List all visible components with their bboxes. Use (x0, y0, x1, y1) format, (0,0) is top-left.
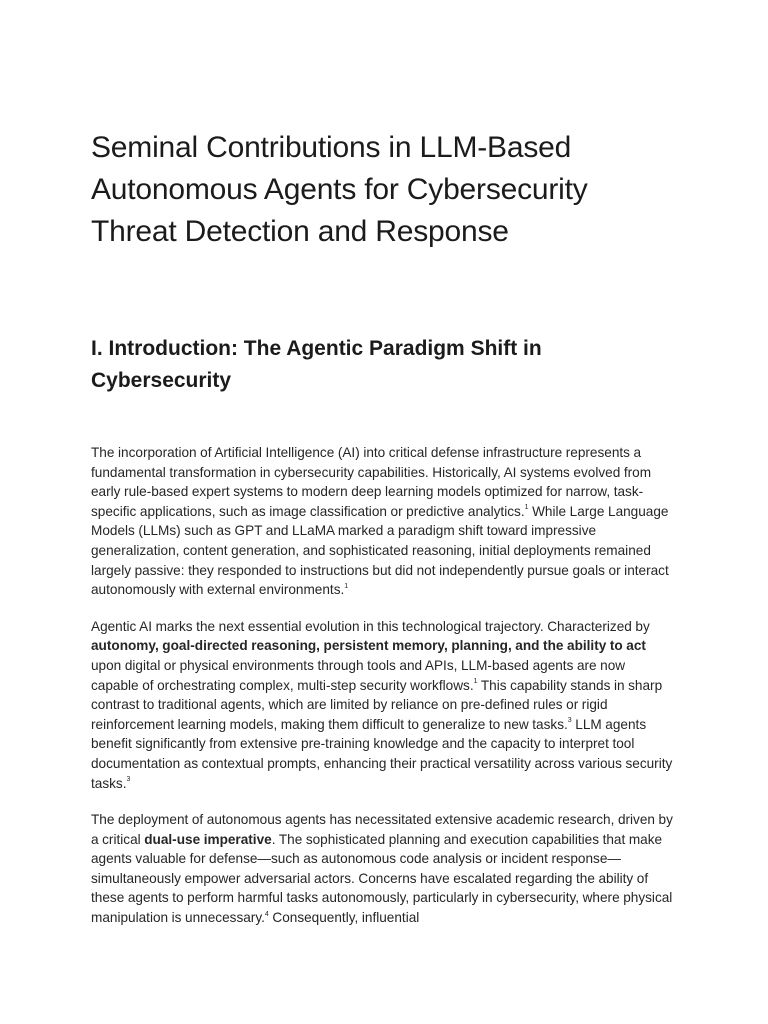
paragraph-text: The deployment of autonomous agents has necessitated extensive academic research, driven by a critical (91, 812, 673, 847)
paragraph (91, 617, 676, 793)
section-body (91, 443, 676, 928)
paragraph (91, 810, 676, 928)
citation-marker: 3 (567, 717, 572, 725)
paragraph-text: The incorporation of Artificial Intelligence (AI) into critical defense infrastructure represents a fundamental transformation in cybersecurity capabilities. Historically, AI systems evolved from early rule-based expert systems to modern deep learning models optimized for narrow, task-specific applications, such as image classification or predictive analytics. (91, 445, 652, 519)
paragraph (91, 443, 676, 600)
citation-marker: 4 (264, 910, 269, 918)
paragraph-text: . The sophisticated planning and execution capabilities that make agents valuable for defense—such as autonomous code analysis or incident response—simultaneously empower adversarial actors. Concerns have escalated regarding the ability of these agents to perform harmful tasks autonomously, particularly in cybersecurity, where physical manipulation is unnecessary. (91, 831, 673, 926)
paragraph-text: Consequently, influential (268, 910, 420, 926)
document-title: Seminal Contributions in LLM-Based Autonomous Agents for Cybersecurity Threat Detection and Response (91, 131, 588, 248)
paragraph-text: This capability stands in sharp contrast to traditional agents, which are limited by reliance on pre-defined rules or rigid reinforcement learning models, making them difficult to generalize to new tasks. (91, 677, 663, 732)
citation-marker: 3 (126, 775, 131, 783)
paragraph-text: Agentic AI marks the next essential evolution in this technological trajectory. Characterized by (91, 618, 650, 634)
bold-text: autonomy, goal-directed reasoning, persistent memory, planning, and the ability to act (91, 638, 646, 654)
paragraph-text: LLM agents benefit significantly from extensive pre-training knowledge and the capacity to interpret tool documentation as contextual prompts, enhancing their practical versatility across various security tasks. (91, 716, 673, 791)
paragraph-text: While Large Language Models (LLMs) such as GPT and LLaMA marked a paradigm shift toward impressive generalization, content generation, and sophisticated reasoning, initial deployments remained largely passive: they responded to instructions but did not independently pursue goals or interact autonomously with external environments. (91, 503, 669, 598)
paragraph-text: upon digital or physical environments through tools and APIs, LLM-based agents are now capable of orchestrating complex, multi-step security workflows. (91, 657, 626, 693)
citation-marker: 1 (344, 582, 349, 590)
citation-marker: 1 (524, 504, 529, 512)
citation-marker: 1 (473, 678, 478, 685)
bold-text: dual-use imperative (144, 831, 272, 847)
section-heading: I. Introduction: The Agentic Paradigm Shift in Cybersecurity (91, 337, 542, 392)
